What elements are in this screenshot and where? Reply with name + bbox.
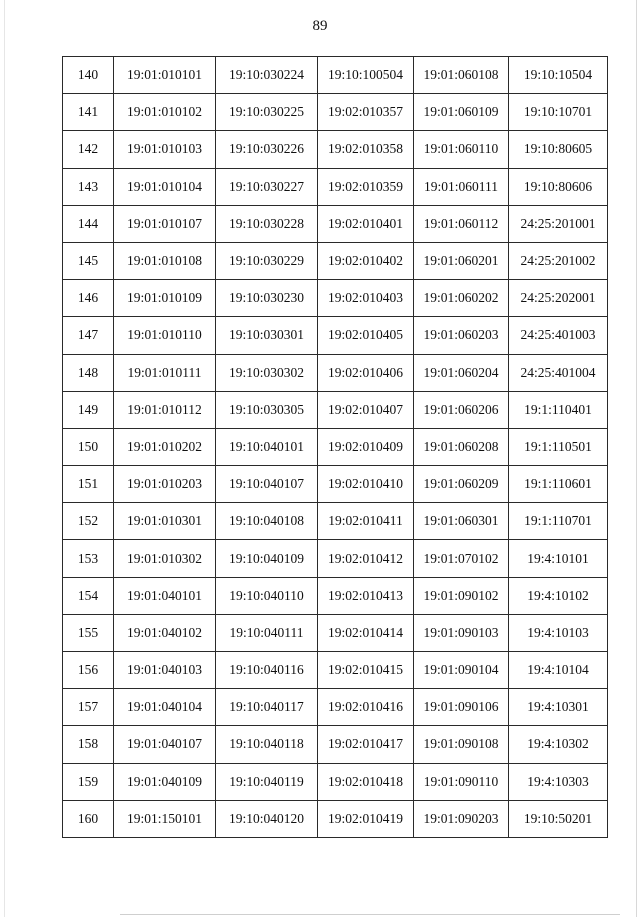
code-cell-2: 19:10:030227 [216,168,318,205]
code-cell-3: 19:02:010415 [318,652,414,689]
code-cell-2: 19:10:040118 [216,726,318,763]
code-cell-2: 19:10:040109 [216,540,318,577]
code-cell-3: 19:02:010401 [318,205,414,242]
code-cell-4: 19:01:090102 [414,577,509,614]
code-cell-4: 19:01:060208 [414,428,509,465]
page-number: 89 [312,18,328,34]
code-cell-5: 19:4:10103 [509,614,608,651]
code-cell-1: 19:01:010110 [114,317,216,354]
code-cell-1: 19:01:010112 [114,391,216,428]
table-row [63,689,608,726]
code-cell-4: 19:01:060108 [414,57,509,94]
code-cell-4: 19:01:060201 [414,242,509,279]
code-cell-1: 19:01:010301 [114,503,216,540]
row-number-cell: 142 [63,131,114,168]
code-cell-1: 19:01:010202 [114,428,216,465]
code-cell-4: 19:01:060110 [414,131,509,168]
code-cell-3: 19:02:010411 [318,503,414,540]
code-cell-1: 19:01:040109 [114,763,216,800]
code-cell-3: 19:02:010418 [318,763,414,800]
table-row [63,280,608,317]
code-cell-2: 19:10:030302 [216,354,318,391]
row-number-cell: 155 [63,614,114,651]
code-cell-3: 19:02:010417 [318,726,414,763]
code-cell-3: 19:02:010416 [318,689,414,726]
row-number-cell: 159 [63,763,114,800]
code-cell-3: 19:02:010419 [318,800,414,837]
code-cell-3: 19:02:010358 [318,131,414,168]
row-number-cell: 156 [63,652,114,689]
code-cell-1: 19:01:010102 [114,94,216,131]
code-cell-4: 19:01:060202 [414,280,509,317]
code-cell-3: 19:02:010402 [318,242,414,279]
code-cell-4: 19:01:060111 [414,168,509,205]
table-row [63,391,608,428]
table-row [63,242,608,279]
code-cell-5: 19:4:10104 [509,652,608,689]
code-cell-5: 19:10:80606 [509,168,608,205]
table-row [63,131,608,168]
code-cell-5: 19:10:10701 [509,94,608,131]
table-row [63,800,608,837]
code-cell-5: 19:10:50201 [509,800,608,837]
table-row [63,317,608,354]
code-cell-4: 19:01:070102 [414,540,509,577]
code-cell-5: 19:4:10101 [509,540,608,577]
code-cell-2: 19:10:040111 [216,614,318,651]
code-cell-5: 19:10:80605 [509,131,608,168]
code-cell-1: 19:01:010111 [114,354,216,391]
code-cell-5: 24:25:201002 [509,242,608,279]
table-row [63,94,608,131]
code-cell-3: 19:02:010407 [318,391,414,428]
code-cell-4: 19:01:090108 [414,726,509,763]
code-cell-5: 19:1:110401 [509,391,608,428]
code-cell-3: 19:02:010414 [318,614,414,651]
code-cell-4: 19:01:060109 [414,94,509,131]
row-number-cell: 154 [63,577,114,614]
code-cell-2: 19:10:030228 [216,205,318,242]
code-cell-2: 19:10:030301 [216,317,318,354]
code-cell-3: 19:02:010409 [318,428,414,465]
code-cell-3: 19:02:010412 [318,540,414,577]
table-row [63,57,608,94]
table-row [63,428,608,465]
code-cell-2: 19:10:030226 [216,131,318,168]
code-cell-2: 19:10:040116 [216,652,318,689]
code-cell-2: 19:10:040108 [216,503,318,540]
row-number-cell: 151 [63,466,114,503]
code-cell-3: 19:02:010403 [318,280,414,317]
code-cell-1: 19:01:010101 [114,57,216,94]
code-cell-1: 19:01:040107 [114,726,216,763]
row-number-cell: 141 [63,94,114,131]
code-cell-4: 19:01:060301 [414,503,509,540]
code-cell-2: 19:10:030224 [216,57,318,94]
code-cell-1: 19:01:150101 [114,800,216,837]
code-cell-4: 19:01:090103 [414,614,509,651]
code-cell-3: 19:02:010406 [318,354,414,391]
code-cell-3: 19:02:010405 [318,317,414,354]
row-number-cell: 144 [63,205,114,242]
row-number-cell: 148 [63,354,114,391]
code-cell-5: 19:10:10504 [509,57,608,94]
code-cell-3: 19:02:010413 [318,577,414,614]
table-row [63,466,608,503]
table-row [63,540,608,577]
code-cell-4: 19:01:060203 [414,317,509,354]
code-cell-1: 19:01:040103 [114,652,216,689]
code-cell-2: 19:10:030229 [216,242,318,279]
code-cell-5: 24:25:401004 [509,354,608,391]
row-number-cell: 147 [63,317,114,354]
code-cell-5: 19:4:10303 [509,763,608,800]
code-cell-2: 19:10:030230 [216,280,318,317]
code-cell-1: 19:01:010203 [114,466,216,503]
code-cell-4: 19:01:060112 [414,205,509,242]
table-row [63,577,608,614]
code-cell-5: 19:1:110601 [509,466,608,503]
code-cell-5: 24:25:201001 [509,205,608,242]
code-cell-2: 19:10:040117 [216,689,318,726]
code-cell-1: 19:01:010104 [114,168,216,205]
row-number-cell: 145 [63,242,114,279]
code-cell-5: 19:4:10102 [509,577,608,614]
code-cell-1: 19:01:010109 [114,280,216,317]
code-cell-4: 19:01:060204 [414,354,509,391]
row-number-cell: 160 [63,800,114,837]
code-cell-2: 19:10:030225 [216,94,318,131]
code-cell-4: 19:01:090106 [414,689,509,726]
row-number-cell: 152 [63,503,114,540]
code-cell-2: 19:10:040101 [216,428,318,465]
table-row [63,503,608,540]
code-cell-2: 19:10:040107 [216,466,318,503]
row-number-cell: 153 [63,540,114,577]
row-number-cell: 140 [63,57,114,94]
row-number-cell: 158 [63,726,114,763]
row-number-cell: 146 [63,280,114,317]
code-cell-5: 24:25:202001 [509,280,608,317]
code-cell-4: 19:01:090203 [414,800,509,837]
code-cell-2: 19:10:030305 [216,391,318,428]
table-row [63,652,608,689]
code-cell-1: 19:01:010302 [114,540,216,577]
code-cell-1: 19:01:010108 [114,242,216,279]
code-cell-1: 19:01:010107 [114,205,216,242]
code-cell-1: 19:01:010103 [114,131,216,168]
code-cell-5: 19:1:110701 [509,503,608,540]
table-row [63,205,608,242]
table-row [63,354,608,391]
code-cell-1: 19:01:040104 [114,689,216,726]
code-cell-1: 19:01:040102 [114,614,216,651]
code-cell-2: 19:10:040119 [216,763,318,800]
table-row [63,726,608,763]
code-cell-4: 19:01:060209 [414,466,509,503]
code-cell-4: 19:01:060206 [414,391,509,428]
table-body [63,57,608,838]
table-row [63,614,608,651]
code-cell-3: 19:02:010357 [318,94,414,131]
code-cell-5: 19:4:10301 [509,689,608,726]
row-number-cell: 149 [63,391,114,428]
code-cell-4: 19:01:090110 [414,763,509,800]
table-row [63,168,608,205]
scan-edge-left [4,0,5,917]
row-number-cell: 143 [63,168,114,205]
code-cell-3: 19:02:010410 [318,466,414,503]
code-cell-3: 19:10:100504 [318,57,414,94]
code-cell-5: 19:1:110501 [509,428,608,465]
scan-edge-right [636,0,637,917]
table-row [63,763,608,800]
row-number-cell: 150 [63,428,114,465]
cadastral-codes-table [62,56,608,838]
row-number-cell: 157 [63,689,114,726]
code-cell-4: 19:01:090104 [414,652,509,689]
code-cell-2: 19:10:040110 [216,577,318,614]
code-cell-5: 19:4:10302 [509,726,608,763]
code-cell-5: 24:25:401003 [509,317,608,354]
code-cell-2: 19:10:040120 [216,800,318,837]
code-cell-3: 19:02:010359 [318,168,414,205]
code-cell-1: 19:01:040101 [114,577,216,614]
scan-edge-bottom [120,914,620,915]
